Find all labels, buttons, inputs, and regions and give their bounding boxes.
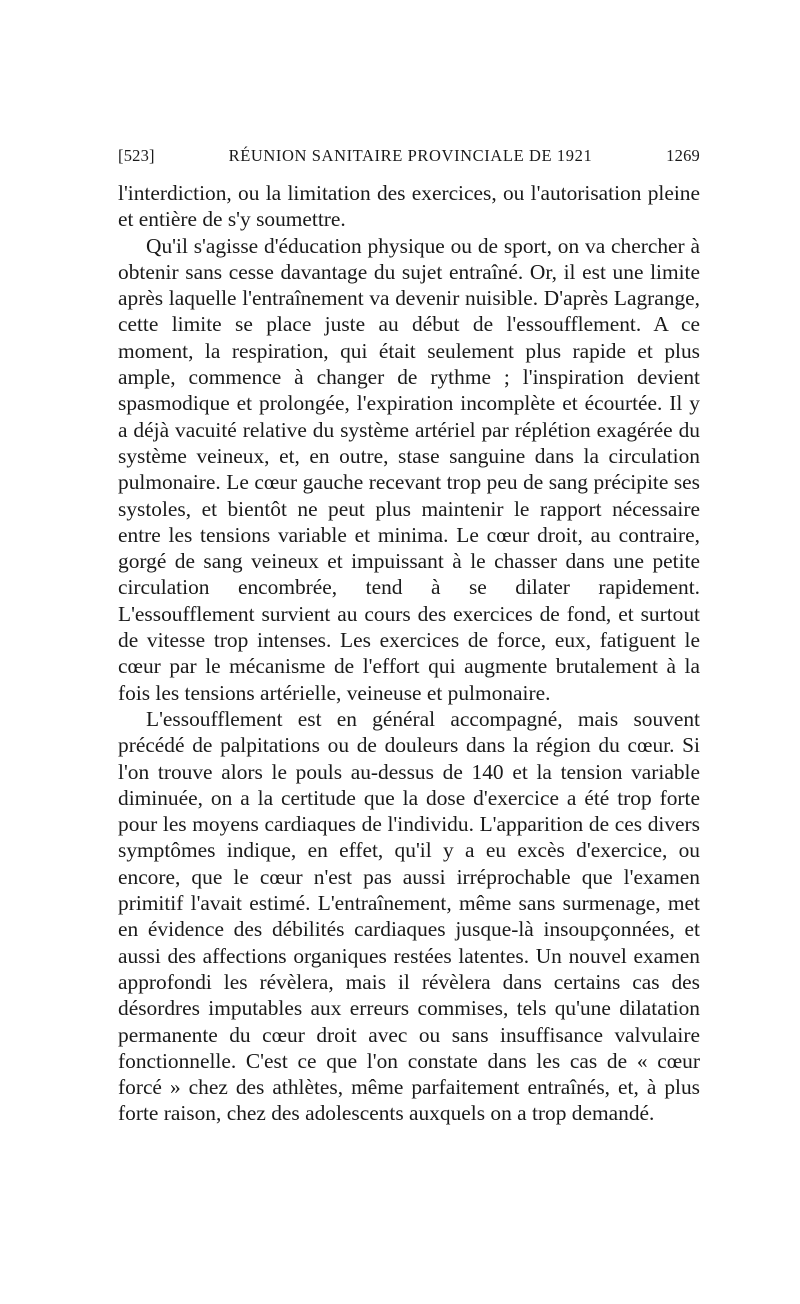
page-number: 1269: [666, 146, 700, 165]
running-title: RÉUNION SANITAIRE PROVINCIALE DE 1921: [228, 146, 593, 165]
paragraph-essoufflement-limit: Qu'il s'agisse d'éducation physique ou de sport, on va chercher à obtenir sans cesse davantage du sujet entraîné. Or, il est une limite après laquelle l'entraînement va devenir nuisible. D'après Lagrange, cette limite se place juste au début de l'essoufflement. A ce moment, la respiration, qui était seulement plus rapide et plus ample, commence à changer de rythme ; l'inspiration devient spasmodique et prolongée, l'expiration incomplète et écourtée. Il y a déjà vacuité relative du système artériel par réplétion exagérée du système veineux, et, en outre, stase sanguine dans la circulation pulmonaire. Le cœur gauche recevant trop peu de sang précipite ses systoles, et bientôt ne peut plus maintenir le rapport nécessaire entre les tensions variable et minima. Le cœur droit, au contraire, gorgé de sang veineux et impuissant à le chasser dans une petite circulation encombrée, tend à se dilater rapidement. L'essoufflement survient au cours des exercices de fond, et surtout de vitesse trop intenses. Les exercices de force, eux, fatiguent le cœur par le mécanisme de l'effort qui augmente brutalement à la fois les tensions artérielle, veineuse et pulmonaire.: [118, 233, 700, 705]
paragraph-continuation: l'interdiction, ou la limitation des exercices, ou l'autorisation pleine et entière de s'y soumettre.: [118, 181, 700, 232]
document-page: [118, 146, 700, 1127]
running-header: [118, 146, 700, 166]
body-text: [118, 180, 700, 1127]
section-reference: [523]: [118, 146, 155, 165]
paragraph-symptoms: L'essoufflement est en général accompagné, mais souvent précédé de palpitations ou de douleurs dans la région du cœur. Si l'on trouve alors le pouls au-dessus de 140 et la tension variable diminuée, on a la certitude que la dose d'exercice a été trop forte pour les moyens cardiaques de l'individu. L'apparition de ces divers symptômes indique, en effet, qu'il y a eu excès d'exercice, ou encore, que le cœur n'est pas aussi irréprochable que l'examen primitif l'avait estimé. L'entraînement, même sans surmenage, met en évidence des débilités cardiaques jusque-là insoupçonnées, et aussi des affections organiques restées latentes. Un nouvel examen approfondi les révèlera, mais il révèlera dans certains cas des désordres imputables aux erreurs commises, tels qu'une dilatation permanente du cœur droit avec ou sans insuffisance valvulaire fonctionnelle. C'est ce que l'on constate dans les cas de « cœur forcé » chez des athlètes, même parfaitement entraînés, et, à plus forte raison, chez des adolescents auxquels on a trop demandé.: [118, 706, 700, 1126]
